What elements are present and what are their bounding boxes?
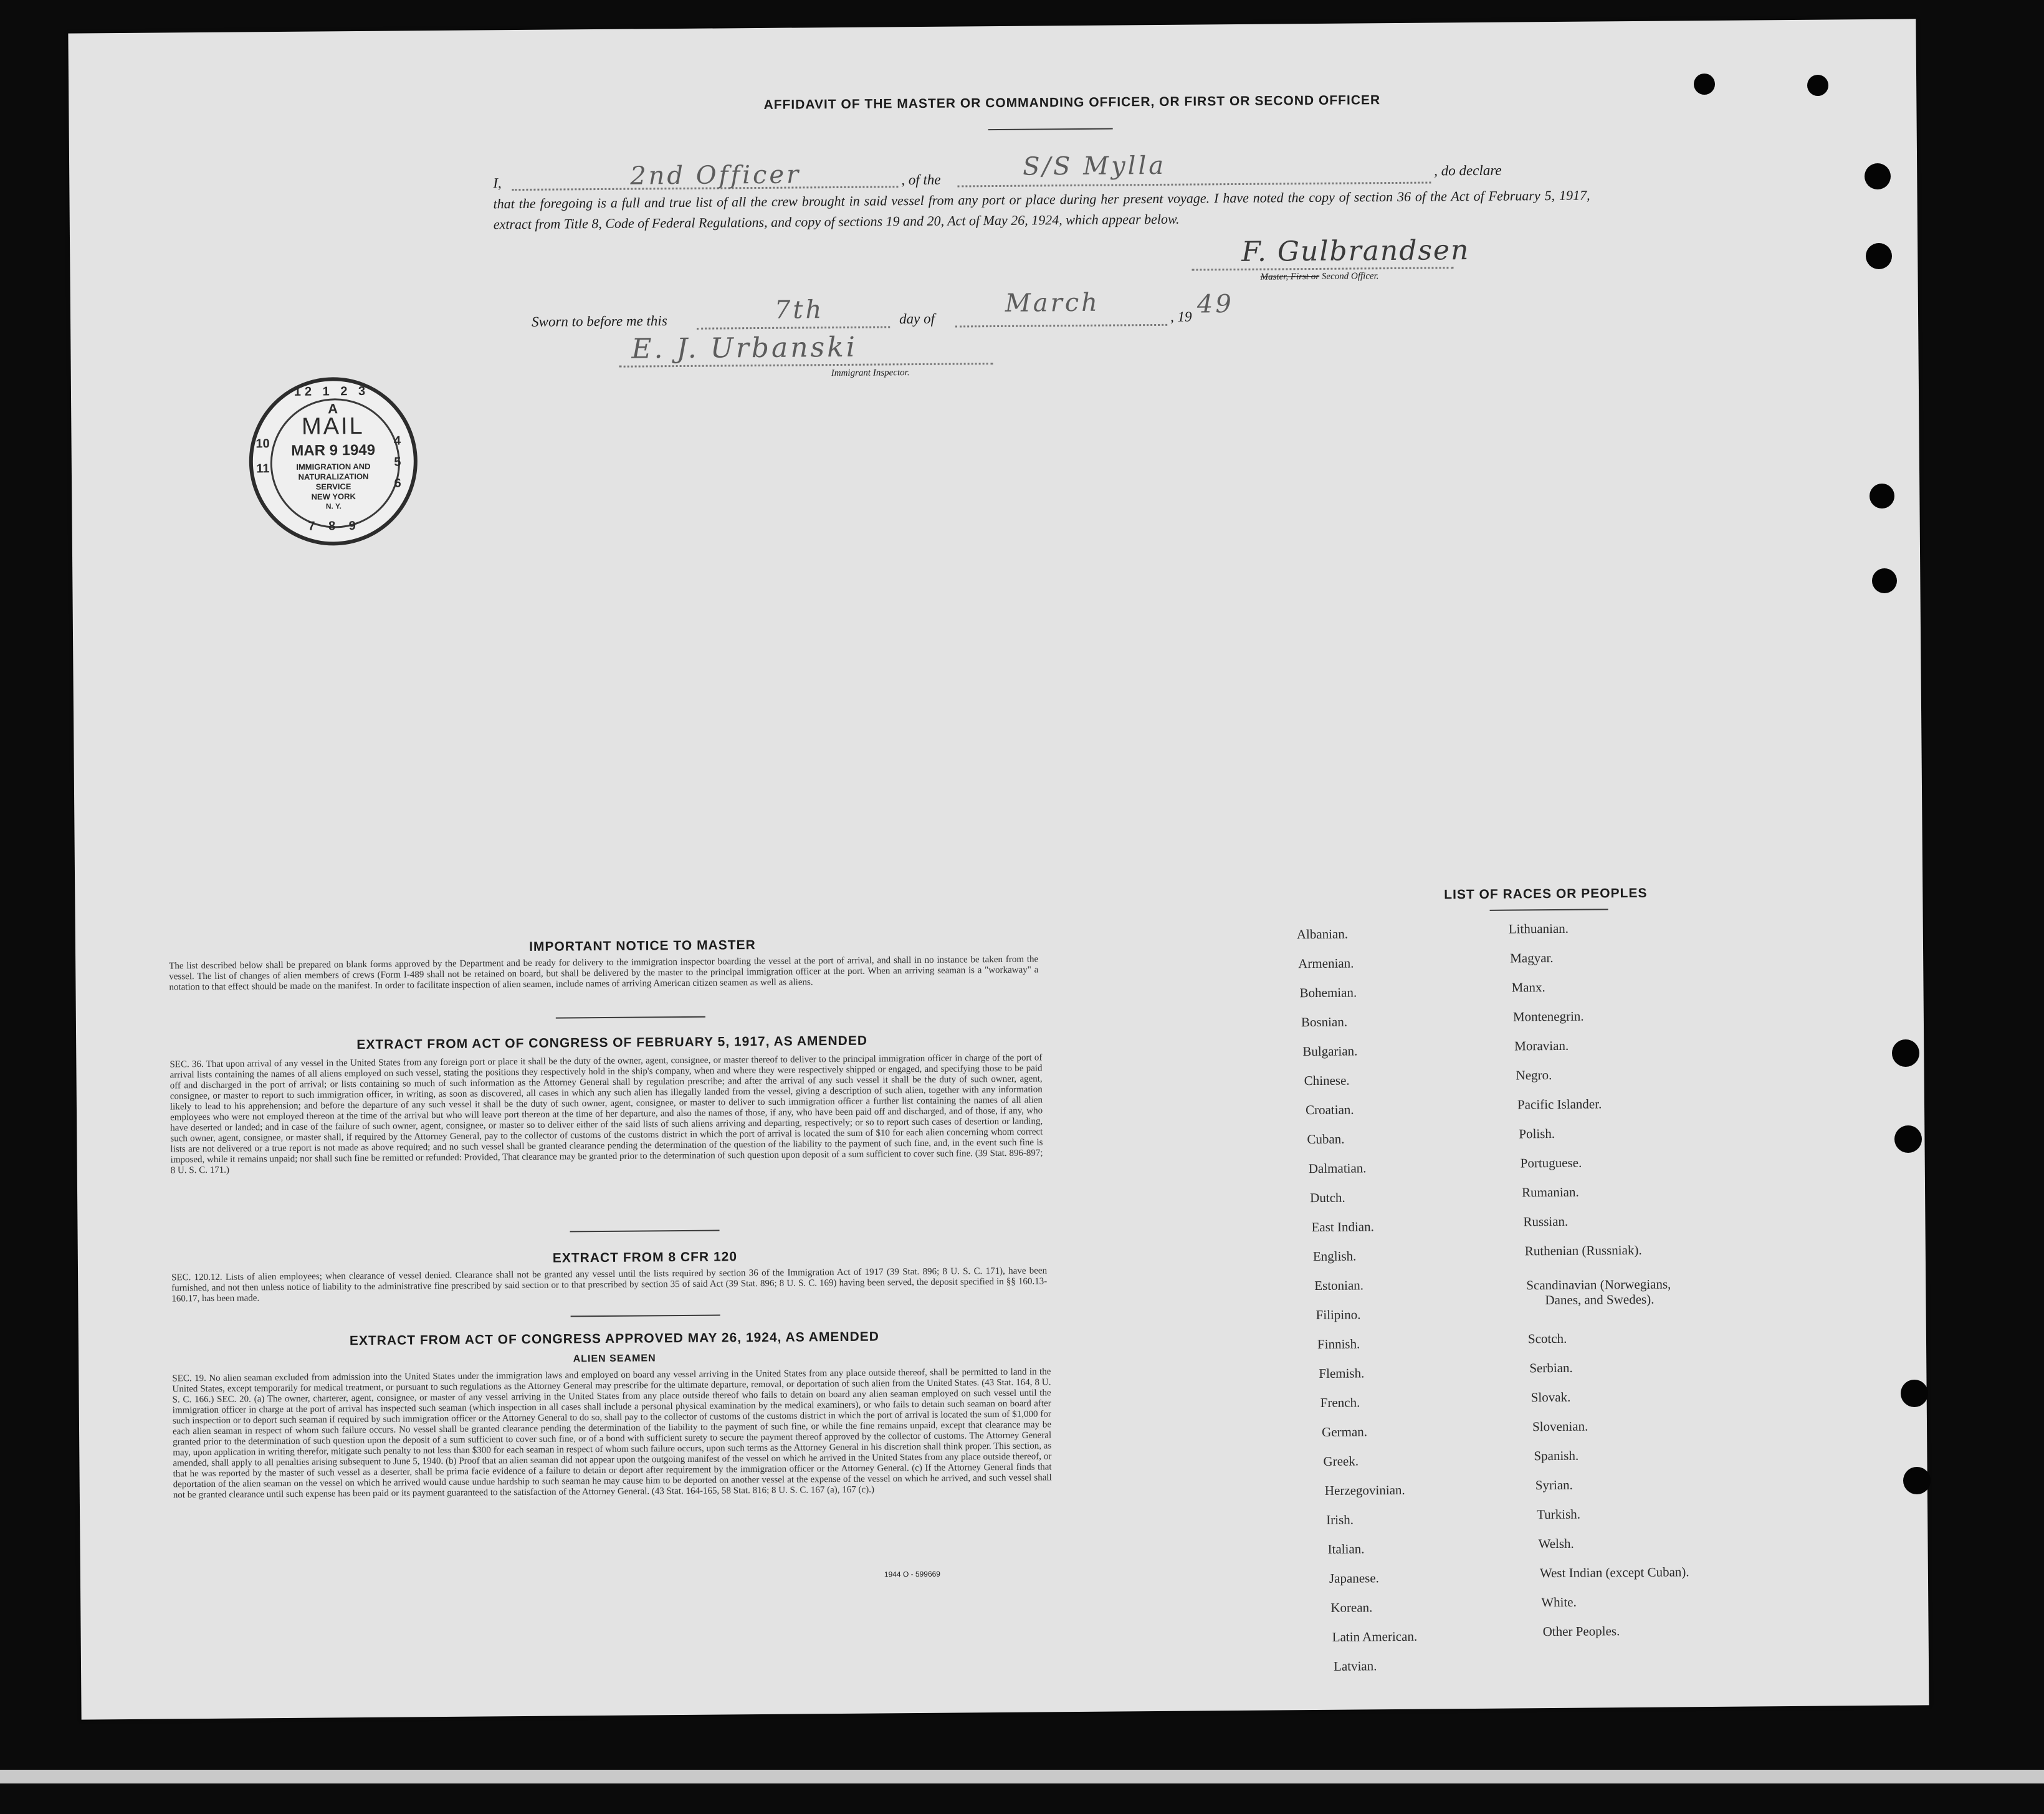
race-item: Cuban. — [1307, 1131, 1345, 1147]
declaration-body: that the foregoing is a full and true list of all the crew brought in said vessel from any port or place during her present voyage. I have noted the copy of section 36 of the Act of February 5, 1917, extract from Title 8, Code of Federal Regulations, and copy of sections 19 and 20, Act of May 26, 1924, which appear below. — [493, 187, 1590, 232]
race-item: Scotch. — [1527, 1330, 1567, 1347]
notice-body: The list described below shall be prepared on blank forms approved by the Department and be ready for delivery to the immigration inspector boarding the vessel at the port of arrival, and shall in no instance be taken from the vessel. The list of changes of alien members of crews (Form I-489 shall not be retained on board, but shall be delivered by the master to the principal immigration officer at the port. When an arriving seaman is a "workaway" a notation to that effect should be made on the manifest. In order to facilitate inspection of alien seamen, include names of arriving American citizen seamen as well as aliens. — [169, 954, 1039, 993]
race-item: Dutch. — [1310, 1190, 1345, 1206]
day-value: 7th — [774, 295, 824, 325]
signature-caption — [1260, 271, 1378, 282]
race-item: Japanese. — [1329, 1570, 1379, 1586]
race-item: Welsh. — [1538, 1535, 1574, 1552]
binder-hole-icon — [1872, 568, 1897, 593]
race-item: West Indian (except Cuban). — [1539, 1564, 1689, 1581]
race-item: Bohemian. — [1299, 985, 1357, 1001]
title-divider — [988, 128, 1113, 131]
binder-hole-icon — [1694, 74, 1715, 95]
day-of-label: day of — [899, 310, 935, 327]
stamp-clock-right: 4 5 6 — [393, 434, 401, 490]
notice-title: IMPORTANT NOTICE TO MASTER — [529, 938, 756, 954]
day-blank — [697, 326, 890, 329]
race-item: Finnish. — [1317, 1336, 1360, 1352]
race-item: Slovenian. — [1532, 1418, 1588, 1434]
stamp-line-3: SERVICE — [315, 482, 351, 492]
race-item: White. — [1541, 1594, 1577, 1610]
race-item: English. — [1312, 1248, 1357, 1264]
race-item: Manx. — [1511, 980, 1545, 995]
officer-signature: F. Gulbrandsen — [1241, 234, 1470, 268]
stamp-letter: A — [328, 401, 338, 417]
signature-caption-officer: Second Officer. — [1321, 271, 1379, 282]
race-item: Scandinavian (Norwegians, — [1526, 1276, 1671, 1293]
race-item: Turkish. — [1537, 1506, 1581, 1522]
race-item: Greek. — [1323, 1453, 1359, 1469]
race-item: Bosnian. — [1301, 1014, 1348, 1030]
extract-cfr-body: SEC. 120.12. Lists of alien employees; when clearance of vessel denied. Clearance shall not be granted any vessel until the lists required by section 36 of the Immigration Act of 1917 (39 Stat. 896; 8 U. S. C. 171), have been furnished, and not then unless notice of liability to the administrative fine prescribed by said section or to that prescribed by section 35 of said Act (39 Stat. 896; 8 U. S. C. 169) having been served, the deposit specified in §§ 160.13-160.17, has been made. — [171, 1266, 1048, 1304]
year-prefix: , 19 — [1170, 308, 1192, 325]
stamp-line-2: NATURALIZATION — [298, 471, 369, 482]
race-item: Albanian. — [1296, 926, 1349, 942]
stamp-clock-top: 12 1 2 3 — [294, 384, 370, 399]
race-item: Portuguese. — [1520, 1155, 1582, 1171]
binder-hole-icon — [1894, 1125, 1922, 1153]
month-value: March — [1005, 288, 1101, 318]
race-item: Spanish. — [1534, 1448, 1579, 1464]
binder-hole-icon — [1865, 163, 1891, 189]
race-item: Ruthenian (Russniak). — [1524, 1242, 1642, 1259]
race-item: Herzegovinian. — [1324, 1482, 1405, 1498]
do-declare-label: , do declare — [1434, 162, 1502, 179]
year-value: 49 — [1196, 290, 1234, 319]
race-item: Flemish. — [1319, 1365, 1365, 1381]
stamp-clock-bottom: 7 8 9 — [308, 519, 361, 533]
race-item: Montenegrin. — [1512, 1008, 1584, 1024]
extract-1924-subtitle: ALIEN SEAMEN — [573, 1353, 656, 1365]
race-item: Latin American. — [1332, 1628, 1418, 1645]
race-item: Syrian. — [1535, 1477, 1573, 1493]
month-blank — [955, 324, 1167, 328]
race-item: Other Peoples. — [1542, 1623, 1620, 1640]
sworn-label: Sworn to before me this — [531, 313, 667, 330]
signature-line — [1192, 267, 1453, 270]
stamp-date: MAR 9 1949 — [291, 441, 376, 459]
stamp-line-4: NEW YORK — [311, 492, 356, 502]
affidavit-title: AFFIDAVIT OF THE MASTER OR COMMANDING OFFICER, OR FIRST OR SECOND OFFICER — [763, 93, 1381, 112]
races-divider — [1490, 909, 1608, 910]
binder-hole-icon — [1892, 1039, 1919, 1067]
race-item: French. — [1320, 1395, 1360, 1410]
binder-hole-icon — [1870, 484, 1894, 508]
race-item: Estonian. — [1314, 1277, 1364, 1294]
race-item: Dalmatian. — [1308, 1160, 1367, 1177]
scan-edge-strip — [0, 1770, 2044, 1783]
race-item: German. — [1322, 1424, 1368, 1439]
mail-received-stamp — [249, 376, 418, 546]
race-item: Latvian. — [1333, 1658, 1377, 1674]
officer-rank: 2nd Officer — [630, 160, 801, 191]
notice-divider — [556, 1016, 705, 1019]
race-item: Negro. — [1516, 1067, 1552, 1083]
race-item: Serbian. — [1529, 1360, 1573, 1376]
inspector-signature: E. J. Urbanski — [631, 331, 858, 365]
inspector-caption: Immigrant Inspector. — [831, 368, 910, 379]
vessel-name: S/S Mylla — [1022, 151, 1167, 181]
race-item: Croatian. — [1305, 1102, 1354, 1118]
stamp-clock-left: 10 11 — [256, 437, 270, 476]
races-title: LIST OF RACES OR PEOPLES — [1444, 886, 1648, 902]
race-item: Rumanian. — [1522, 1184, 1579, 1200]
signature-caption-struck: Master, First or — [1260, 271, 1320, 282]
race-item: Slovak. — [1531, 1389, 1571, 1405]
extract-1917-body: SEC. 36. That upon arrival of any vessel in the United States from any foreign port or place it shall be the duty of the owner, agent, consignee, or master thereof to deliver to the principal immigration officer in charge of the port of arrival lists containing the names of all aliens employed on such vessel, stating the positions they respectively hold in the ship's company, when and where they were respectively shipped or engaged, and specifying those to be paid off and discharged in the port of arrival; or lists containing so much of such information as the Attorney General shall by regulation prescribe; and after the arrival of any such vessel it shall be the duty of such owner, agent, consignee, or master to report to such immigration officer, in writing, as soon as discovered, all cases in which any such alien has illegally landed from the vessel, giving a description of such alien, together with any information likely to lead to his apprehension; and before the departure of any such vessel it shall be the duty of such owner, agent, consignee, or master to deliver to such immigration officer a further list containing the names of all alien employees who were not employed thereon at the time of the arrival but who will leave port thereon at the time of her departure, and also the names of those, if any, who have been paid off and discharged, and of those, if any, who have deserted or landed; and in case of the failure of such owner, agent, consignee, or master so to deliver either of the said lists of such aliens arriving and departing, respectively; or so to report such cases of desertion or landing, such owner, agent, consignee, or master shall, if required by the Attorney General, pay to the collector of customs of the customs district in which the port of arrival is located the sum of $10 for each alien concerning whom correct lists are not delivered or a true report is not made as above required; and no such vessel shall be granted clearance pending the determination of the question of the liability to the payment of such fine, and, in the event such fine is imposed, while it remains unpaid; nor shall such fine be remitted or refunded: Provided, That clearance may be granted prior to the determination of such question upon deposit of a sum sufficient to cover such fine. (39 Stat. 896-897; 8 U. S. C. 171.) — [170, 1053, 1043, 1176]
race-item: Magyar. — [1510, 950, 1554, 966]
extract-cfr-divider — [571, 1315, 720, 1317]
race-item: Filipino. — [1316, 1307, 1361, 1323]
extract-cfr-title: EXTRACT FROM 8 CFR 120 — [552, 1249, 738, 1266]
binder-hole-icon — [1866, 243, 1892, 269]
extract-1917-divider — [570, 1230, 720, 1233]
race-item: Pacific Islander. — [1517, 1096, 1602, 1112]
race-item: Irish. — [1326, 1512, 1354, 1527]
race-item: Lithuanian. — [1508, 920, 1569, 937]
binder-hole-icon — [1807, 75, 1828, 96]
race-item: Italian. — [1327, 1541, 1365, 1557]
race-item: Danes, and Swedes). — [1545, 1291, 1655, 1308]
race-item: Korean. — [1330, 1600, 1373, 1615]
of-the-label: , of the — [901, 171, 941, 188]
extract-1924-title: EXTRACT FROM ACT OF CONGRESS APPROVED MAY 26, 1924, AS AMENDED — [349, 1329, 879, 1349]
race-item: Chinese. — [1304, 1072, 1350, 1089]
extract-1924-body: SEC. 19. No alien seaman excluded from admission into the United States under the immigration laws and employed on board any vessel arriving in the United States from any place outside thereof, shall be permitted to land in the United States, except temporarily for medical treatment, or pursuant to such regulations as the Attorney General may prescribe for the ultimate departure, removal, or deportation of such alien from the United States. (43 Stat. 164, 8 U. S. C. 166.) SEC. 20. (a) The owner, charterer, agent, consignee, or master of any vessel arriving in the United States from any place outside thereof who fails to detain on board any alien seaman employed on such vessel until the immigration officer in charge at the port of arrival has inspected such seaman (which inspection in all cases shall include a personal physical examination by the medical examiners), or who fails to detain such seaman on board after such inspection or to deport such seaman if required by such immigration officer or the Attorney General to do so, shall pay to the collector of customs of the customs district in which the port of arrival is located the sum of $1,000 for each alien seaman in respect of whom such failure occurs. No vessel shall be granted clearance pending the determination of the liability to the payment of such fine, or while the fine remains unpaid, except that clearance may be granted prior to the determination of such question upon the deposit of a sum sufficient to cover such fine, or of a bond with sufficient surety to secure the payment thereof approved by the collector of customs. The Attorney General may, upon application in writing therefor, mitigate such penalty to not less than $300 for each seaman in respect of whom such failure occurs, upon such terms as the Attorney General in his discretion shall think proper. This section, as amended, shall apply to all penalties arising subsequent to June 5, 1940. (b) Proof that an alien seaman did not appear upon the outgoing manifest of the vessel on which he arrived in the United States from any place outside thereof, or that he was reported by the master of such vessel as a deserter, shall be prima facie evidence of a failure to detain or deport after requirement by the immigration officer or the Attorney General. (c) If the Attorney General finds that deportation of the alien seaman on the vessel on which he arrived would cause undue hardship to such seaman he may cause him to be deported on another vessel at the expense of the vessel on which he arrived, and such vessel shall not be granted clearance until such expense has been paid or its payment guaranteed to the satisfaction of the Attorney General. (43 Stat. 164-165, 58 Stat. 816; 8 U. S. C. 167 (a), 167 (c).) — [172, 1367, 1052, 1501]
race-item: Russian. — [1523, 1213, 1569, 1229]
declaration-prefix: I, — [493, 175, 502, 191]
race-item: Armenian. — [1298, 955, 1354, 971]
stamp-word: MAIL — [301, 413, 365, 440]
sworn-line — [531, 288, 1234, 335]
binder-hole-icon — [1903, 1467, 1931, 1494]
extract-1917-title: EXTRACT FROM ACT OF CONGRESS OF FEBRUARY 5, 1917, AS AMENDED — [356, 1033, 868, 1053]
race-item: Bulgarian. — [1302, 1043, 1358, 1059]
race-item: Polish. — [1519, 1126, 1555, 1142]
race-item: Moravian. — [1514, 1038, 1569, 1054]
document-page — [68, 19, 1929, 1719]
binder-hole-icon — [1901, 1380, 1928, 1407]
print-code: 1944 O - 599669 — [884, 1569, 941, 1579]
stamp-line-5: N. Y. — [325, 502, 342, 511]
stamp-line-1: IMMIGRATION AND — [296, 461, 371, 472]
race-item: East Indian. — [1311, 1219, 1374, 1235]
